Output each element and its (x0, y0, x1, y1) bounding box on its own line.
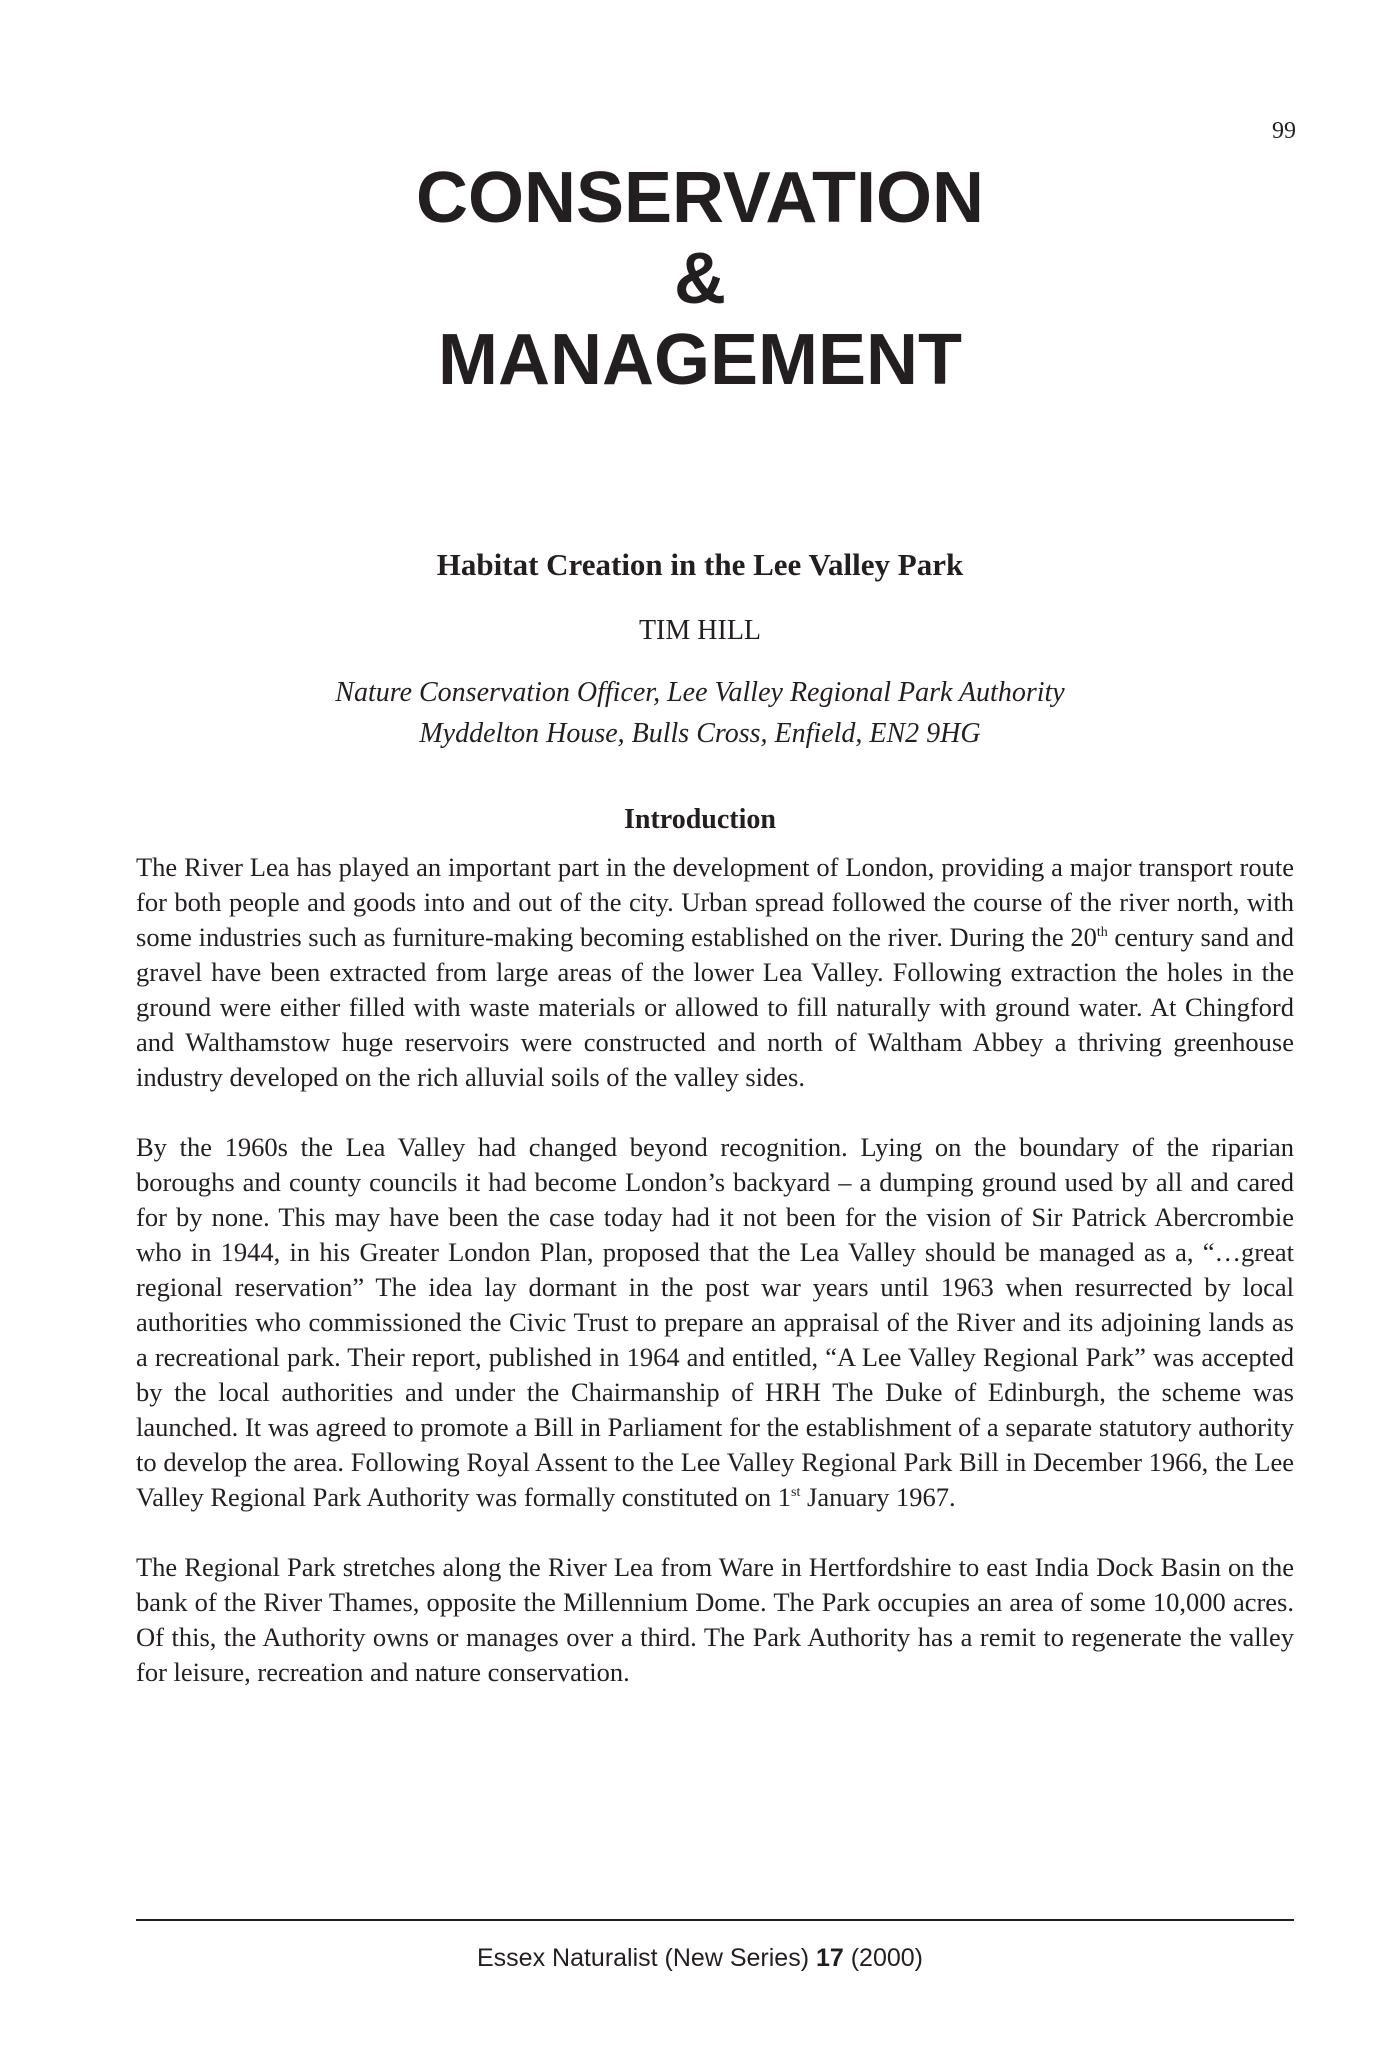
article-title: Habitat Creation in the Lee Valley Park (436, 547, 964, 582)
section-heading-line-2: & (674, 239, 726, 319)
author-affiliation (0, 672, 1400, 754)
section-heading (0, 158, 1400, 401)
affiliation-line-2: Myddelton House, Bulls Cross, Enfield, EN2 9HG (419, 718, 981, 749)
paragraph-2 (136, 1130, 1294, 1515)
page-number: 99 (1272, 118, 1296, 144)
paragraph-2-text-b: January 1967. (800, 1482, 956, 1512)
paragraph-1 (136, 850, 1294, 1095)
paragraph-1-superscript: th (1096, 925, 1108, 941)
journal-footer (0, 1944, 1400, 1973)
footer-volume: 17 (815, 1944, 844, 1972)
paragraph-1-text-a: The River Lea has played an important part in the development of London, providing a major transport route for both people and goods into and out of the city. Urban spread followed the course of the river north, with some industries such as furniture-making becoming established on the river. During the 20 (136, 852, 1294, 952)
section-heading-line-1: CONSERVATION (415, 158, 985, 238)
paragraph-2-superscript: st (791, 1485, 801, 1501)
affiliation-line-1: Nature Conservation Officer, Lee Valley Regional Park Authority (335, 677, 1065, 708)
footer-divider (136, 1919, 1294, 1921)
paragraph-2-text-a: By the 1960s the Lea Valley had changed beyond recognition. Lying on the boundary of the riparian boroughs and county councils it had become London’s backyard – a dumping ground used by all and cared for by none. This may have been the case today had it not been for the vision of Sir Patrick Abercrombie who in 1944, in his Greater London Plan, proposed that the Lea Valley should be managed as a, “…great regional reservation” The idea lay dormant in the post war years until 1963 when resurrected by local authorities who commissioned the Civic Trust to prepare an appraisal of the River and its adjoining lands as a recreational park. Their report, published in 1964 and entitled, “A Lee Valley Regional Park” was accepted by the local authorities and under the Chairmanship of HRH The Duke of Edinburgh, the scheme was launched. It was agreed to promote a Bill in Parliament for the establishment of a separate statutory authority to develop the area. Following Royal Assent to the Lee Valley Regional Park Bill in December 1966, the Lee Valley Regional Park Authority was formally constituted on 1 (136, 1132, 1294, 1512)
section-heading-line-3: MANAGEMENT (438, 320, 962, 400)
paragraph-3: The Regional Park stretches along the River Lea from Ware in Hertfordshire to east India Dock Basin on the bank of the River Thames, opposite the Millennium Dome. The Park occupies an area of some 10,000 acres. Of this, the Authority owns or manages over a third. The Park Authority has a remit to regenerate the valley for leisure, recreation and nature conservation. (136, 1552, 1294, 1687)
author-name: TIM HILL (638, 615, 762, 646)
article-body (136, 850, 1294, 1725)
paragraph-1-text-b: century sand and gravel have been extracted from large areas of the lower Lea Valley. Following extraction the holes in the ground were either filled with waste materials or allowed to fill naturally with ground water. At Chingford and Walthamstow huge reservoirs were constructed and north of Waltham Abbey a thriving greenhouse industry developed on the rich alluvial soils of the valley sides. (136, 922, 1294, 1092)
introduction-heading: Introduction (624, 804, 776, 835)
footer-journal-name: Essex Naturalist (New Series) (476, 1944, 816, 1972)
footer-year: (2000) (843, 1944, 923, 1972)
